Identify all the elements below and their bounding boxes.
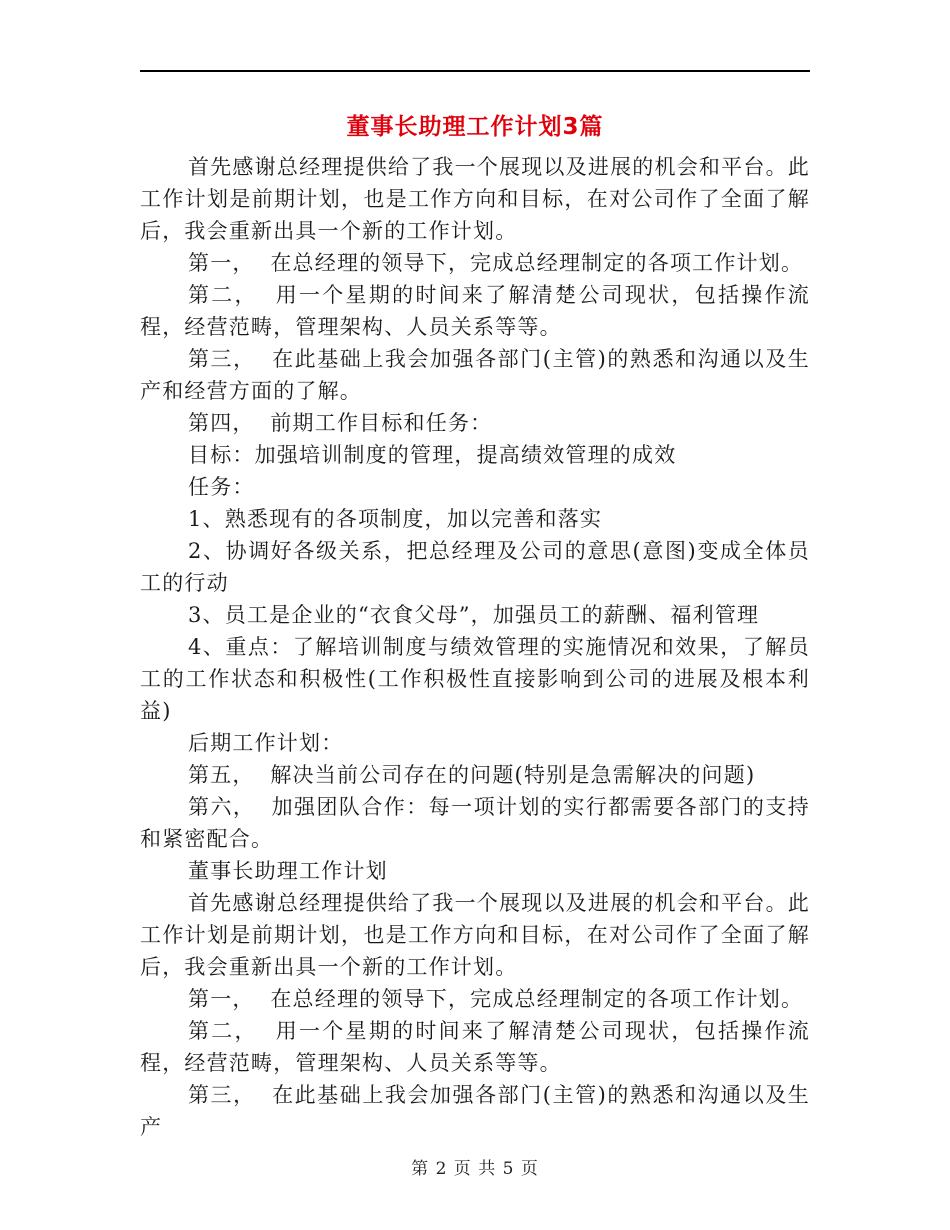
- paragraph: 首先感谢总经理提供给了我一个展现以及进展的机会和平台。此工作计划是前期计划，也是工作方向和目标，在对公司作了全面了解后，我会重新出具一个新的工作计划。: [140, 891, 810, 979]
- page-number: 第 2 页 共 5 页: [411, 1159, 539, 1179]
- list-item: 3、员工是企业的“衣食父母”，加强员工的薪酬、福利管理: [188, 603, 760, 627]
- list-item: 4、重点：了解培训制度与绩效管理的实施情况和效果，了解员工的工作状态和积极性(工作积极性直接影响到公司的进展及根本利益): [140, 635, 810, 723]
- paragraph: 第五， 解决当前公司存在的问题(特别是急需解决的问题): [188, 763, 756, 787]
- paragraph: 第六， 加强团队合作：每一项计划的实行都需要各部门的支持和紧密配合。: [140, 795, 810, 851]
- paragraph: 首先感谢总经理提供给了我一个展现以及进展的机会和平台。此工作计划是前期计划，也是工作方向和目标，在对公司作了全面了解后，我会重新出具一个新的工作计划。: [140, 155, 810, 243]
- header-rule: [140, 70, 810, 72]
- document-body: [140, 151, 810, 1143]
- list-item: 2、协调好各级关系，把总经理及公司的意思(意图)变成全体员工的行动: [140, 539, 810, 595]
- paragraph: 第一， 在总经理的领导下，完成总经理制定的各项工作计划。: [188, 987, 804, 1011]
- paragraph: 第二， 用一个星期的时间来了解清楚公司现状，包括操作流程，经营范畴，管理架构、人员关系等等。: [140, 283, 810, 339]
- paragraph: 第三， 在此基础上我会加强各部门(主管)的熟悉和沟通以及生产和经营方面的了解。: [140, 347, 810, 403]
- paragraph: 目标：加强培训制度的管理，提高绩效管理的成效: [188, 443, 677, 467]
- paragraph: 第三， 在此基础上我会加强各部门(主管)的熟悉和沟通以及生产: [140, 1083, 810, 1139]
- paragraph: 第一， 在总经理的领导下，完成总经理制定的各项工作计划。: [188, 251, 804, 275]
- section-heading: 董事长助理工作计划: [188, 859, 388, 883]
- paragraph: 第四， 前期工作目标和任务：: [188, 411, 493, 435]
- paragraph: 后期工作计划：: [188, 731, 344, 755]
- list-item: 1、熟悉现有的各项制度，加以完善和落实: [188, 507, 603, 531]
- document-title: 董事长助理工作计划3篇: [346, 114, 604, 140]
- paragraph: 第二， 用一个星期的时间来了解清楚公司现状，包括操作流程，经营范畴，管理架构、人员关系等等。: [140, 1019, 810, 1075]
- paragraph: 任务：: [188, 475, 255, 499]
